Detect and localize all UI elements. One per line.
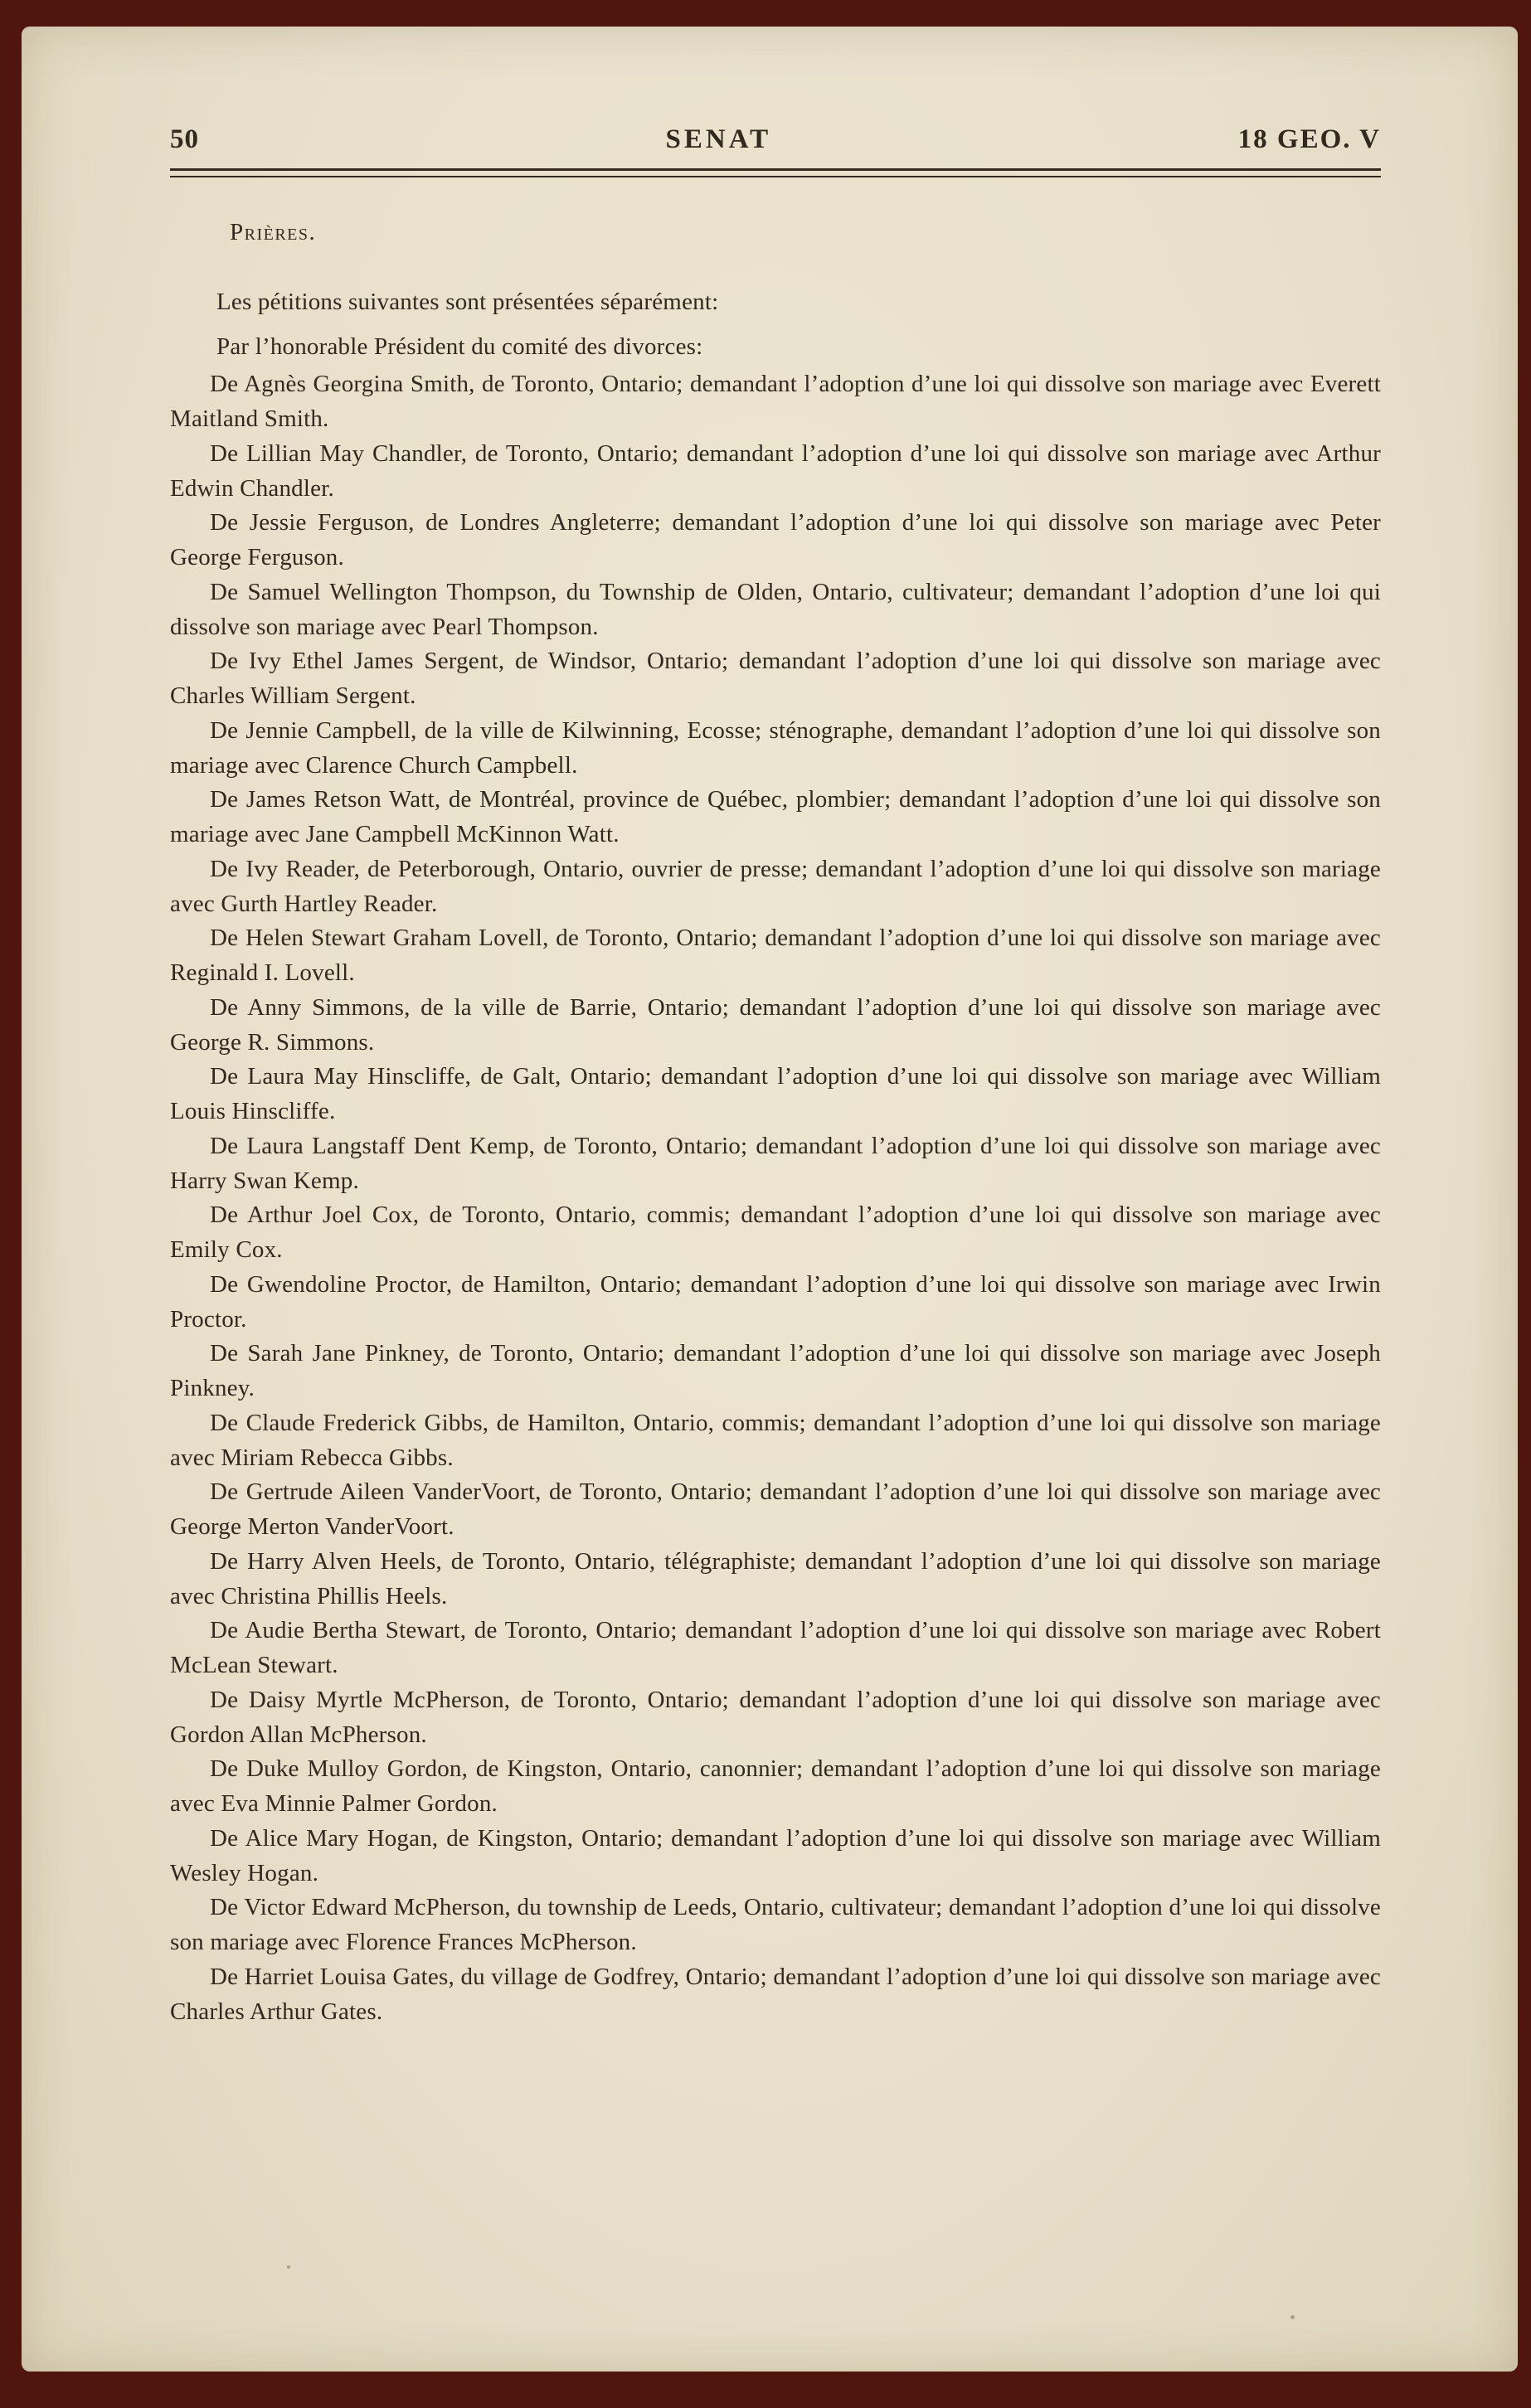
petition-paragraph: De Duke Mulloy Gordon, de Kingston, Ontario, canonnier; demandant l’adoption d’une loi qui dissolve son mariage avec Eva Minnie Palmer Gordon. [170,1755,1381,1817]
petition-paragraph: De Laura May Hinscliffe, de Galt, Ontario; demandant l’adoption d’une loi qui dissolve son mariage avec William Louis Hinscliffe. [170,1063,1381,1124]
petition-paragraph: De Gertrude Aileen VanderVoort, de Toronto, Ontario; demandant l’adoption d’une loi qui dissolve son mariage avec George Merton VanderVoort. [170,1478,1381,1540]
double-rule [170,168,1381,177]
header-title: SENAT [665,124,772,154]
page-body [170,216,1381,2029]
petition-paragraph: De Jessie Ferguson, de Londres Angleterre; demandant l’adoption d’une loi qui dissolve son mariage avec Peter George Ferguson. [170,509,1381,570]
petition-paragraph: De Daisy Myrtle McPherson, de Toronto, Ontario; demandant l’adoption d’une loi qui dissolve son mariage avec Gordon Allan McPherson. [170,1686,1381,1748]
header-edition: 18 GEO. V [1237,124,1381,154]
intro-line: Les pétitions suivantes sont présentées séparément: [216,288,719,315]
page-number: 50 [170,124,199,154]
petition-paragraph: De Gwendoline Proctor, de Hamilton, Ontario; demandant l’adoption d’une loi qui dissolve son mariage avec Irwin Proctor. [170,1270,1381,1333]
page-header [170,124,1381,155]
petition-paragraph: De Ivy Reader, de Peterborough, Ontario, ouvrier de presse; demandant l’adoption d’une loi qui dissolve son mariage avec Gurth Hartley Reader. [170,855,1381,917]
petition-paragraph: De Anny Simmons, de la ville de Barrie, Ontario; demandant l’adoption d’une loi qui dissolve son mariage avec George R. Simmons. [170,993,1381,1056]
petition-paragraph: De Audie Bertha Stewart, de Toronto, Ontario; demandant l’adoption d’une loi qui dissolve son mariage avec Robert McLean Stewart. [170,1617,1381,1678]
text-block [170,27,1381,2029]
petition-paragraph: De Victor Edward McPherson, du township de Leeds, Ontario, cultivateur; demandant l’adoption d’une loi qui dissolve son mariage avec Florence Frances McPherson. [170,1894,1381,1955]
petition-paragraph: De Sarah Jane Pinkney, de Toronto, Ontario; demandant l’adoption d’une loi qui dissolve son mariage avec Joseph Pinkney. [170,1340,1381,1401]
scan-speckle [1290,2315,1295,2319]
petition-paragraph: De Agnès Georgina Smith, de Toronto, Ontario; demandant l’adoption d’une loi qui dissolve son mariage avec Everett Maitland Smith. [170,371,1381,432]
petition-paragraph: De Alice Mary Hogan, de Kingston, Ontario; demandant l’adoption d’une loi qui dissolve son mariage avec William Wesley Hogan. [170,1824,1381,1886]
petition-paragraph: De Laura Langstaff Dent Kemp, de Toronto, Ontario; demandant l’adoption d’une loi qui dissolve son mariage avec Harry Swan Kemp. [170,1132,1381,1194]
section-heading: Prières. [230,219,317,245]
petition-paragraph: De Arthur Joel Cox, de Toronto, Ontario, commis; demandant l’adoption d’une loi qui dissolve son mariage avec Emily Cox. [170,1202,1381,1263]
petition-paragraph: De James Retson Watt, de Montréal, province de Québec, plombier; demandant l’adoption d’une loi qui dissolve son mariage avec Jane Campbell McKinnon Watt. [170,786,1381,847]
scan-speckle [287,2265,290,2269]
petition-paragraph: De Jennie Campbell, de la ville de Kilwinning, Ecosse; sténographe, demandant l’adoption d’une loi qui dissolve son mariage avec Clarence Church Campbell. [170,716,1381,779]
intro-line: Par l’honorable Président du comité des divorces: [216,333,703,360]
petition-paragraph: De Claude Frederick Gibbs, de Hamilton, Ontario, commis; demandant l’adoption d’une loi qui dissolve son mariage avec Miriam Rebecca Gibbs. [170,1409,1381,1471]
petition-paragraph: De Ivy Ethel James Sergent, de Windsor, Ontario; demandant l’adoption d’une loi qui dissolve son mariage avec Charles William Sergent. [170,648,1381,709]
paper [22,27,1518,2372]
petition-paragraph: De Harry Alven Heels, de Toronto, Ontario, télégraphiste; demandant l’adoption d’une loi qui dissolve son mariage avec Christina Phillis Heels. [170,1547,1381,1609]
petition-paragraph: De Harriet Louisa Gates, du village de Godfrey, Ontario; demandant l’adoption d’une loi qui dissolve son mariage avec Charles Arthur Gates. [170,1963,1381,2025]
petition-paragraph: De Lillian May Chandler, de Toronto, Ontario; demandant l’adoption d’une loi qui dissolve son mariage avec Arthur Edwin Chandler. [170,439,1381,502]
petition-paragraph: De Helen Stewart Graham Lovell, de Toronto, Ontario; demandant l’adoption d’une loi qui dissolve son mariage avec Reginald I. Lovell. [170,925,1381,986]
petition-paragraph: De Samuel Wellington Thompson, du Township de Olden, Ontario, cultivateur; demandant l’adoption d’une loi qui dissolve son mariage avec Pearl Thompson. [170,578,1381,640]
